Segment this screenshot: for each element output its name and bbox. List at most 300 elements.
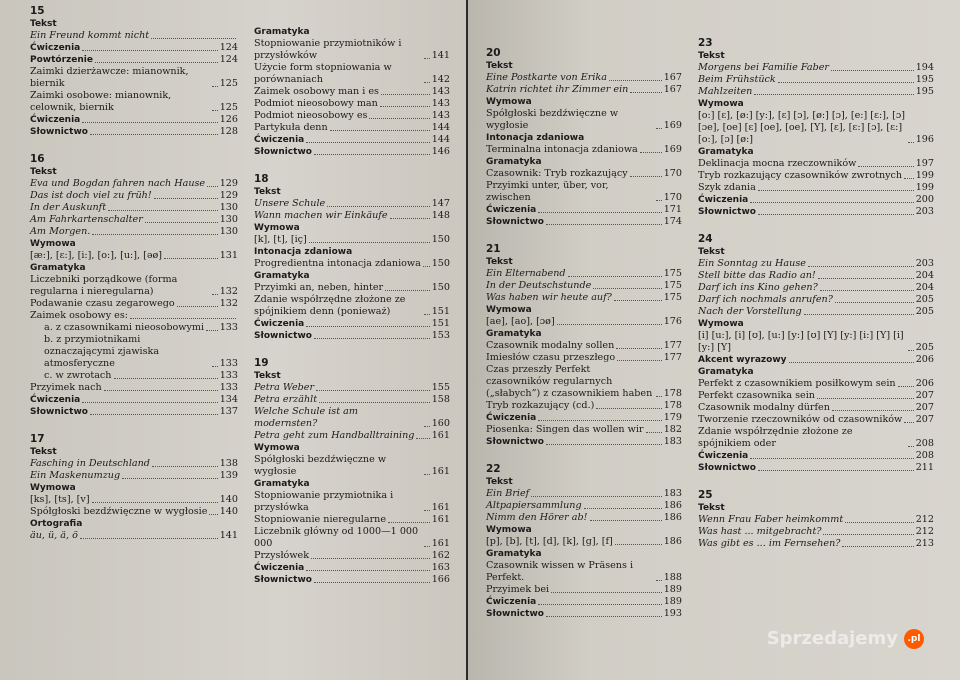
entry-title: Partykuła denn (254, 122, 328, 133)
toc-entry[interactable] (486, 536, 682, 548)
toc-column-1 (30, 4, 238, 542)
toc-entry[interactable] (698, 526, 934, 538)
page-number: 143 (431, 98, 450, 109)
toc-entry[interactable] (30, 458, 238, 470)
page-number: 151 (431, 318, 450, 329)
toc-section (254, 26, 450, 158)
entry-title: Perfekt czasownika sein (698, 390, 815, 401)
toc-entry[interactable] (254, 574, 450, 586)
dot-leader (90, 134, 218, 135)
page-number: 178 (663, 400, 682, 411)
dot-leader (778, 82, 914, 83)
section-heading: Tekst (698, 247, 725, 257)
toc-entry[interactable] (254, 318, 450, 330)
dot-leader (327, 206, 429, 207)
entry-title: Zaimki osobowe: mianownik, celownik, biernik (30, 90, 172, 113)
entry-title: Was haben wir heute auf? (486, 292, 612, 303)
toc-entry[interactable] (254, 514, 450, 526)
entry-title: [p], [b], [t], [d], [k], [g], [f] (486, 536, 613, 547)
toc-entry[interactable] (30, 298, 238, 310)
toc-entry[interactable] (486, 280, 682, 292)
page-number: 177 (663, 352, 682, 363)
entry-title: Przyimek nach (30, 382, 102, 393)
dot-leader (130, 318, 236, 319)
page-number: 138 (219, 458, 238, 469)
toc-entry[interactable] (486, 204, 682, 216)
toc-entry[interactable] (486, 436, 682, 448)
toc-entry[interactable] (698, 462, 934, 474)
dot-leader (617, 360, 662, 361)
dot-leader (656, 128, 662, 129)
page-number: 144 (431, 122, 450, 133)
entry-title: Akcent wyrazowy (698, 355, 787, 365)
entry-title: Tryb rozkazujący (cd.) (486, 400, 595, 411)
section-heading: Tekst (698, 51, 725, 61)
toc-entry[interactable] (698, 294, 934, 306)
toc-entry[interactable] (30, 54, 238, 66)
section-heading: Wymowa (30, 239, 76, 249)
dot-leader (630, 176, 662, 177)
dot-leader (609, 80, 662, 81)
page-number: 158 (431, 394, 450, 405)
toc-entry[interactable] (698, 414, 934, 426)
page-number: 188 (663, 572, 682, 583)
toc-section (254, 172, 450, 342)
toc-entry[interactable] (486, 72, 682, 84)
dot-leader (164, 258, 218, 259)
entry-title: Ćwiczenia (486, 413, 537, 423)
entry-title: a. z czasownikami nieosobowymi (44, 322, 205, 333)
toc-entry[interactable] (30, 90, 238, 114)
dot-leader (831, 70, 914, 71)
dot-leader (758, 214, 914, 215)
section-heading: Tekst (486, 477, 513, 487)
toc-entry[interactable] (698, 62, 934, 74)
toc-column-4 (698, 36, 934, 550)
toc-entry[interactable] (30, 66, 238, 90)
toc-section (30, 4, 238, 138)
toc-entry[interactable] (254, 382, 450, 394)
toc-entry[interactable] (698, 450, 934, 462)
page-number: 148 (431, 210, 450, 221)
toc-entry[interactable] (254, 430, 450, 442)
toc-entry[interactable] (698, 402, 934, 414)
dot-leader (590, 520, 662, 521)
toc-entry[interactable] (254, 110, 450, 122)
toc-entry[interactable] (486, 144, 682, 156)
page-number: 194 (915, 62, 934, 73)
toc-entry[interactable] (486, 216, 682, 228)
watermark-badge: .pl (904, 629, 924, 649)
toc-column-3 (486, 46, 682, 620)
toc-entry[interactable] (698, 258, 934, 270)
page-number: 124 (219, 42, 238, 53)
toc-entry[interactable] (254, 550, 450, 562)
toc-entry[interactable] (30, 274, 238, 298)
toc-entry[interactable] (30, 530, 238, 542)
toc-entry[interactable] (486, 512, 682, 524)
page-number: 150 (431, 234, 450, 245)
section-heading: Gramatyka (698, 147, 754, 157)
toc-entry[interactable] (254, 394, 450, 406)
toc-entry[interactable] (698, 74, 934, 86)
toc-entry[interactable] (254, 98, 450, 110)
entry-title: Terminalna intonacja zdaniowa (486, 144, 638, 155)
entry-title: In der Auskunft (30, 202, 107, 213)
dot-leader (656, 396, 662, 397)
dot-leader (750, 458, 913, 459)
toc-entry[interactable] (486, 316, 682, 328)
page-number: 196 (915, 134, 934, 145)
page-number: 199 (915, 170, 934, 181)
toc-entry[interactable] (486, 596, 682, 608)
entry-title: Słownictwo (30, 127, 88, 137)
toc-entry[interactable] (30, 394, 238, 406)
dot-leader (177, 306, 218, 307)
toc-entry[interactable] (30, 114, 238, 126)
dot-leader (424, 314, 430, 315)
entry-title: [o:] [ɛ], [ø:] [y:], [ɛ] [ɔ], [ø:] [ɔ], [e:] [ɛ:], [ɔ] [ɔe], [oe] [ɛ] [oe], [oe], [Y], [ɛ], [ɛ:] [ɔ], [ɛ:] [o:], [ɔ] [ø:] (698, 110, 905, 145)
dot-leader (531, 496, 661, 497)
page-number: 134 (219, 394, 238, 405)
page-number: 170 (663, 192, 682, 203)
dot-leader (82, 122, 217, 123)
toc-entry[interactable] (698, 270, 934, 282)
entry-title: Welche Schule ist am modernsten? (254, 406, 358, 429)
entry-title: Słownictwo (486, 217, 544, 227)
toc-entry[interactable] (254, 526, 450, 550)
chapter-number: 17 (30, 433, 45, 445)
toc-entry[interactable] (698, 86, 934, 98)
entry-title: Ćwiczenia (254, 563, 305, 573)
page-number: 169 (663, 144, 682, 155)
dot-leader (858, 166, 913, 167)
entry-title: Petra Weber (254, 382, 315, 393)
toc-entry[interactable] (254, 406, 450, 430)
toc-entry[interactable] (698, 170, 934, 182)
dot-leader (820, 290, 914, 291)
entry-title: Przyimek bei (486, 584, 550, 595)
toc-entry[interactable] (698, 354, 934, 366)
toc-entry[interactable] (698, 426, 934, 450)
page-number: 208 (915, 450, 934, 461)
toc-entry[interactable] (698, 378, 934, 390)
toc-entry[interactable] (30, 190, 238, 202)
page-number: 204 (915, 270, 934, 281)
entry-title: Fasching in Deutschland (30, 458, 150, 469)
toc-entry[interactable] (30, 494, 238, 506)
toc-entry[interactable] (486, 292, 682, 304)
chapter-number: 24 (698, 233, 713, 245)
dot-leader (656, 580, 662, 581)
page-number: 177 (663, 340, 682, 351)
entry-title: Mahlzeiten (698, 86, 753, 97)
dot-leader (615, 544, 662, 545)
toc-entry[interactable] (486, 180, 682, 204)
dot-leader (92, 502, 218, 503)
toc-entry[interactable] (486, 500, 682, 512)
entry-title: Progredientna intonacja zdaniowa (254, 258, 421, 269)
chapter-number: 25 (698, 489, 713, 501)
toc-entry[interactable] (30, 226, 238, 238)
page-number: 175 (663, 280, 682, 291)
page-number: 208 (915, 438, 934, 449)
page-number: 207 (915, 414, 934, 425)
page-number: 147 (431, 198, 450, 209)
toc-entry[interactable] (30, 214, 238, 226)
toc-entry[interactable] (698, 194, 934, 206)
entry-title: Spółgłoski bezdźwięczne w wygłosie (254, 454, 387, 477)
toc-entry[interactable] (30, 250, 238, 262)
toc-entry[interactable] (698, 158, 934, 170)
dot-leader (385, 290, 430, 291)
toc-entry[interactable] (30, 406, 238, 418)
toc-entry[interactable] (254, 134, 450, 146)
toc-entry[interactable] (486, 412, 682, 424)
toc-entry[interactable] (486, 340, 682, 352)
toc-entry[interactable] (30, 322, 238, 334)
dot-leader (546, 224, 662, 225)
page-number: 124 (219, 54, 238, 65)
page-number: 212 (915, 526, 934, 537)
toc-entry[interactable] (254, 454, 450, 478)
toc-entry[interactable] (254, 146, 450, 158)
toc-entry[interactable] (254, 490, 450, 514)
section-heading: Gramatyka (486, 157, 542, 167)
page-number: 125 (219, 102, 238, 113)
page-number: 205 (915, 294, 934, 305)
dot-leader (754, 94, 913, 95)
toc-entry[interactable] (486, 400, 682, 412)
entry-title: Zaimki dzierżawcze: mianownik, biernik (30, 66, 189, 89)
toc-entry[interactable] (254, 258, 450, 270)
section-heading: Gramatyka (486, 549, 542, 559)
dot-leader (151, 38, 236, 39)
chapter-number: 18 (254, 173, 269, 185)
toc-entry[interactable] (486, 352, 682, 364)
dot-leader (212, 294, 218, 295)
dot-leader (145, 222, 218, 223)
toc-entry[interactable] (30, 470, 238, 482)
page-number: 166 (431, 574, 450, 585)
toc-entry[interactable] (486, 488, 682, 500)
toc-entry[interactable] (254, 234, 450, 246)
page-number: 161 (431, 514, 450, 525)
page-number: 197 (915, 158, 934, 169)
dot-leader (818, 278, 914, 279)
entry-title: Darf ich nochmals anrufen? (698, 294, 833, 305)
dot-leader (108, 210, 218, 211)
dot-leader (538, 420, 661, 421)
toc-entry[interactable] (30, 178, 238, 190)
toc-entry[interactable] (254, 294, 450, 318)
toc-entry[interactable] (30, 42, 238, 54)
dot-leader (908, 350, 914, 351)
entry-title: c. w zwrotach (44, 370, 112, 381)
toc-entry[interactable] (486, 84, 682, 96)
toc-entry[interactable] (486, 560, 682, 584)
entry-title: b. z przymiotnikami oznaczającymi zjawiska atmosferyczne (44, 334, 160, 369)
dot-leader (381, 94, 430, 95)
entry-title: Was gibt es ... im Fernsehen? (698, 538, 841, 549)
chapter-number: 21 (486, 243, 501, 255)
section-heading: Ortografia (30, 519, 83, 529)
dot-leader (92, 234, 217, 235)
entry-title: Ćwiczenia (30, 395, 81, 405)
toc-entry[interactable] (486, 108, 682, 132)
dot-leader (152, 466, 218, 467)
toc-entry[interactable] (30, 310, 238, 322)
toc-entry[interactable] (698, 110, 934, 146)
toc-section (486, 462, 682, 620)
dot-leader (904, 422, 913, 423)
toc-entry[interactable] (30, 202, 238, 214)
toc-entry[interactable] (30, 382, 238, 394)
toc-entry[interactable] (486, 268, 682, 280)
dot-leader (804, 314, 914, 315)
entry-title: Podmiot nieosobowy es (254, 110, 368, 121)
watermark (767, 628, 924, 649)
toc-entry[interactable] (698, 282, 934, 294)
page-number: 141 (219, 530, 238, 541)
toc-entry[interactable] (254, 62, 450, 86)
dot-leader (832, 410, 914, 411)
entry-title: Eine Postkarte von Erika (486, 72, 607, 83)
toc-entry[interactable] (254, 282, 450, 294)
toc-entry[interactable] (30, 126, 238, 138)
toc-section (486, 46, 682, 228)
page-number: 207 (915, 390, 934, 401)
toc-entry[interactable] (698, 514, 934, 526)
page-number: 179 (663, 412, 682, 423)
entry-title: Altpapiersammlung (486, 500, 582, 511)
entry-title: Ein Freund kommt nicht (30, 30, 150, 41)
page-number: 153 (431, 330, 450, 341)
toc-entry[interactable] (254, 86, 450, 98)
toc-entry[interactable] (486, 364, 682, 400)
dot-leader (314, 338, 430, 339)
toc-entry[interactable] (254, 562, 450, 574)
dot-leader (630, 92, 661, 93)
dot-leader (750, 202, 913, 203)
toc-entry[interactable] (698, 306, 934, 318)
dot-leader (835, 302, 914, 303)
section-heading: Wymowa (698, 99, 744, 109)
entry-title: [ks], [ts], [v] (30, 494, 90, 505)
page-number: 161 (431, 466, 450, 477)
page-number: 132 (219, 286, 238, 297)
toc-entry[interactable] (698, 182, 934, 194)
page-number: 204 (915, 282, 934, 293)
page-number: 144 (431, 134, 450, 145)
entry-title: Słownictwo (486, 437, 544, 447)
entry-title: Wann machen wir Einkäufe (254, 210, 388, 221)
entry-title: Perfekt z czasownikiem posiłkowym sein (698, 378, 896, 389)
page-number: 189 (663, 596, 682, 607)
page-number: 140 (219, 494, 238, 505)
entry-title: Użycie form stopniowania w porównaniach (254, 62, 392, 85)
page-number: 189 (663, 584, 682, 595)
entry-title: Podmiot nieosobowy man (254, 98, 378, 109)
entry-title: Nach der Vorstellung (698, 306, 802, 317)
page-number: 143 (431, 110, 450, 121)
page-number: 206 (915, 354, 934, 365)
dot-leader (546, 444, 662, 445)
page-number: 128 (219, 126, 238, 137)
dot-leader (646, 432, 662, 433)
page-number: 167 (663, 72, 682, 83)
dot-leader (424, 426, 430, 427)
page-number: 186 (663, 536, 682, 547)
entry-title: Am Morgen. (30, 226, 91, 237)
entry-title: Zdanie współrzędnie złożone ze spójnikiem oder (698, 426, 853, 449)
dot-leader (616, 348, 661, 349)
section-heading: Wymowa (254, 443, 300, 453)
chapter-number: 19 (254, 357, 269, 369)
page-number: 133 (219, 358, 238, 369)
section-heading: Gramatyka (486, 329, 542, 339)
section-heading: Gramatyka (254, 479, 310, 489)
entry-title: Słownictwo (698, 207, 756, 217)
entry-title: Am Fahrkartenschalter (30, 214, 143, 225)
toc-entry[interactable] (254, 210, 450, 222)
toc-entry[interactable] (698, 390, 934, 402)
toc-entry[interactable] (486, 168, 682, 180)
section-heading: Wymowa (30, 483, 76, 493)
toc-entry[interactable] (254, 122, 450, 134)
watermark-text: Sprzedajemy (766, 628, 898, 649)
page-number: 186 (663, 500, 682, 511)
toc-entry[interactable] (30, 334, 238, 370)
dot-leader (758, 190, 914, 191)
toc-entry[interactable] (698, 206, 934, 218)
entry-title: Was hast ... mitgebracht? (698, 526, 822, 537)
page-number: 129 (219, 178, 238, 189)
toc-entry[interactable] (30, 30, 238, 42)
page-number: 143 (431, 86, 450, 97)
entry-title: Czasownik wissen w Präsens i Perfekt. (486, 560, 634, 583)
toc-entry[interactable] (698, 538, 934, 550)
page-number: 137 (219, 406, 238, 417)
dot-leader (206, 330, 218, 331)
entry-title: Szyk zdania (698, 182, 756, 193)
toc-entry[interactable] (486, 608, 682, 620)
toc-section (486, 242, 682, 448)
toc-entry[interactable] (254, 38, 450, 62)
section-heading: Tekst (30, 167, 57, 177)
dot-leader (314, 582, 430, 583)
toc-entry[interactable] (486, 584, 682, 596)
entry-title: Petra erzählt (254, 394, 318, 405)
toc-entry[interactable] (698, 330, 934, 354)
toc-entry[interactable] (30, 370, 238, 382)
toc-entry[interactable] (254, 198, 450, 210)
entry-title: Słownictwo (254, 331, 312, 341)
dot-leader (546, 616, 662, 617)
toc-entry[interactable] (30, 506, 238, 518)
toc-entry[interactable] (486, 424, 682, 436)
page-number: 174 (663, 216, 682, 227)
toc-entry[interactable] (254, 330, 450, 342)
dot-leader (904, 178, 914, 179)
toc-column-2 (254, 26, 450, 586)
page-number: 176 (663, 316, 682, 327)
entry-title: Liczebnik główny od 1000—1 000 000 (254, 526, 419, 549)
entry-title: Imiesłów czasu przeszłego (486, 352, 616, 363)
dot-leader (207, 186, 218, 187)
dot-leader (614, 300, 662, 301)
dot-leader (114, 378, 218, 379)
